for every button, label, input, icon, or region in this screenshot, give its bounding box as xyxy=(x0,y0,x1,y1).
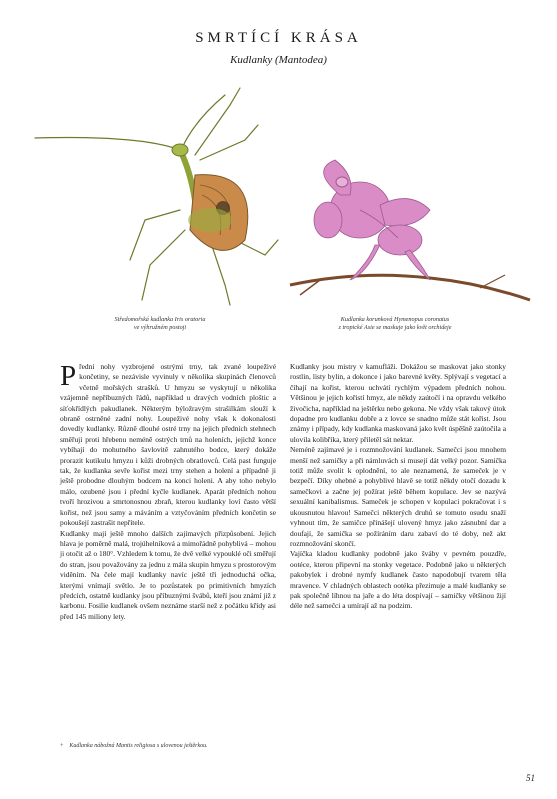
page-subtitle: Kudlanky (Mantodea) xyxy=(230,54,327,66)
text-column-left xyxy=(60,362,276,622)
left-figure-caption xyxy=(75,316,245,332)
paragraph-text: řední nohy vyzbrojené ostrými trny, tak zvané loupeživé končetiny, se nezávisle vyvinuly v několika skupinách členovců včetně mořských strašků. U hmyzu se vyskytují u několika vzájemně nepříbuzných řádů, například u dravých vodních ploštic a síťokřídlých pakudlanek. Některým býložravým strašilkám slouží k obraně ostrněné zadní nohy. Loupeživé nohy však k dokonalosti dovedly kudlanky. Různě dlouhé ostré trny na jejich předních stehnech směřují proti hřebenu neméně ostrých trnů na holeních, jejichž konce vybíhají do mohutného šavlovitě zahnutého bodce, který dokáže prorazit kutikulu hmyzu i kůži drobných obratlovců. Celá past funguje tak, že kudlanka sevře kořist mezi trny stehen a holení a případně ji ještě probodne dlouhým bodcem na konci holeni. A aby toho nebylo málo, ozubené jsou i přední kyčle kudlanek. Aparát předních nohou tvoří hrozivou a smrtonosnou zbraň, kterou kudlanky loví často větší kořist, než jsou samy a máváním a vztyčováním předních končetin se pokoušejí zastrašit nepřítele. xyxy=(60,362,276,528)
right-caption-line1: Kudlanka korunková Hymenopus coronatus xyxy=(340,316,450,323)
paragraph: Neméně zajímavé je i rozmnožování kudlanek. Samečci jsou mnohem menší než samičky a při námluvách si musejí dát velký pozor. Samička totiž může svolit k oplodnění, to ale neznamená, že sameček je v bezpečí. Díky ohebné a pohyblivé hlavě se totiž někdy otočí dozadu k samečkovi a začne jej požírat ještě během kopulace. Jev se nazývá sexuální kanibalismus. Sameček je schopen v kopulaci pokračovat i s ukousnutou hlavou! Samečci některých druhů se tomuto osudu snaží vyhnout tím, že samičce přinášejí ulovený hmyz jako zásnubní dar a doufají, že samička se požíráním daru zabaví do té doby, než akt rozmnožování skončí. xyxy=(290,445,506,548)
page-number: 51 xyxy=(526,773,535,783)
paragraph: Vajíčka kladou kudlanky podobně jako šváby v pevném pouzdře, ootéce, kterou připevní na stonky vegetace. Podobně jako u některých pakobylek i drobné nymfy kudlanek často napodobují tvarem těla mravence. V chladných oblastech ootéka přezimuje a malé kudlanky se pak společně líhnou na jaře a do léta dospívají – samičky většinou žijí déle než samečci a umírají až na podzim. xyxy=(290,549,506,611)
footnote xyxy=(60,743,208,749)
footnote-marker: + xyxy=(60,743,64,749)
paragraph: Kudlanky mají ještě mnoho dalších zajímavých přizpůsobení. Jejich hlava je poměrně malá, trojúhelníková a mimořádně pohyblivá – mohou ji otočit až o 180°. Vzhledem k tomu, že dvě velké vypouklé oči směřují do stran, jsou považovány za jednu z mála skupin hmyzu s prostorovým viděním. Na čele mají kudlanky navíc ještě tři jednoduchá očka, kterými vnímají světlo. Je to pozůstatek po primitivních hmyzích předcích, ostatně kudlanky jsou příbuznými švábů, kteří jsou známí již z karbonu. Fosilie kudlanek ovšem neznáme starší než z počátku křídy asi před 145 miliony lety. xyxy=(60,528,276,621)
paragraph xyxy=(60,362,276,529)
text-column-right xyxy=(290,362,506,612)
hymenopus-coronatus-illustration xyxy=(280,150,535,310)
footnote-text: Kudlanka nábožná Mantis religiosa s ulovenou ještěrkou. xyxy=(69,743,208,749)
iris-oratoria-illustration xyxy=(30,80,280,310)
page-title: SMRTÍCÍ KRÁSA xyxy=(195,30,362,46)
paragraph: Kudlanky jsou mistry v kamufláži. Dokážou se maskovat jako stonky rostlin, listy bylin, a dokonce i jako barevné květy. Splývají s vegetací a číhají na kořist, kterou uchvátí rychlým výpadem předních nohou. Většinou je jejich kořistí hmyz, ale někdy zaútočí i na opravdu velkého živočicha, například na ještěrku nebo gekona. Ne vždy však takový útok dopadne pro kudlanku dobře a z lovce se snadno může stát kořist. Jsou známy i případy, kdy kudlanka maskovaná jako květ úspěšně zaútočila a ulovila kolibříka, který přiletěl sát nektar. xyxy=(290,362,506,444)
right-caption-line2: z tropické Asie se maskuje jako květ orchideje xyxy=(338,324,452,331)
right-figure-caption xyxy=(290,316,500,332)
left-caption-line1: Středomořská kudlanka Iris oratoria xyxy=(114,316,206,323)
left-caption-line2: ve výhružném postoji xyxy=(133,324,187,331)
drop-cap: P xyxy=(60,360,77,392)
